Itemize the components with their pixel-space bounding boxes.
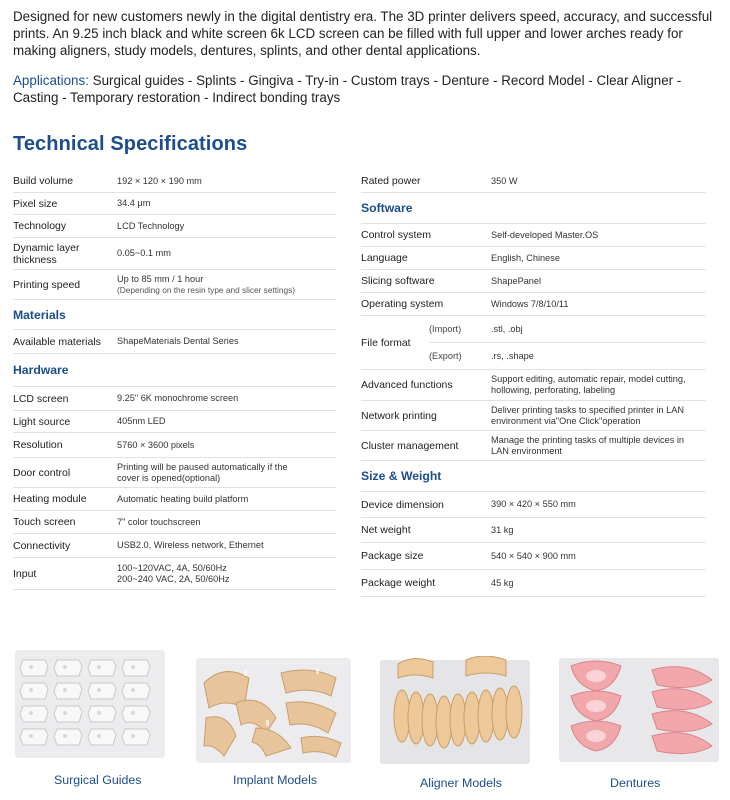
spec-row bbox=[361, 518, 706, 543]
spec-value: 34.4 μm bbox=[117, 198, 151, 208]
gallery-item-dentures bbox=[555, 648, 725, 800]
aligner-models-image bbox=[376, 656, 538, 766]
spec-key: Package size bbox=[361, 550, 424, 562]
section-size-weight-title: Size & Weight bbox=[361, 461, 706, 492]
export-label: (Export) bbox=[429, 351, 462, 361]
spec-key: LCD screen bbox=[13, 392, 69, 405]
spec-key: Available materials bbox=[13, 335, 101, 348]
product-gallery bbox=[0, 648, 730, 800]
applications-paragraph bbox=[13, 72, 723, 106]
surgical-guides-image bbox=[15, 650, 165, 758]
spec-row bbox=[13, 511, 336, 534]
spec-value: ShapePanel bbox=[491, 275, 542, 286]
spec-value: 31 kg bbox=[491, 524, 514, 535]
spec-row bbox=[13, 411, 336, 433]
spec-value: 5760 × 3600 pixels bbox=[117, 439, 195, 450]
spec-value: 45 kg bbox=[491, 577, 514, 588]
spec-value: USB2.0, Wireless network, Ethernet bbox=[117, 540, 264, 550]
export-value: .rs, .shape bbox=[491, 351, 534, 361]
spec-row bbox=[13, 558, 336, 590]
spec-row bbox=[13, 193, 336, 215]
spec-value: 0.05~0.1 mm bbox=[117, 248, 171, 258]
page-title: Technical Specifications bbox=[13, 133, 248, 155]
spec-value: Automatic heating build platform bbox=[117, 493, 249, 504]
spec-value: Manage the printing tasks of multiple devices in LAN environment bbox=[491, 434, 685, 456]
spec-value: 100~120VAC, 4A, 50/60Hz bbox=[117, 562, 227, 573]
implant-models-image bbox=[196, 658, 351, 763]
spec-key: Pixel size bbox=[13, 197, 58, 210]
spec-value: Deliver printing tasks to specified printer in LAN environment via"One Click"operation bbox=[491, 404, 685, 426]
gallery-caption: Surgical Guides bbox=[54, 773, 142, 787]
spec-key: Device dimension bbox=[361, 498, 444, 511]
spec-row bbox=[361, 570, 706, 597]
spec-key: Technology bbox=[13, 220, 67, 232]
spec-column-left bbox=[13, 170, 336, 590]
spec-key: Input bbox=[13, 567, 37, 580]
spec-key: Touch screen bbox=[13, 516, 76, 528]
gallery-caption: Dentures bbox=[610, 776, 661, 790]
spec-row bbox=[13, 215, 336, 238]
gallery-item-implant-models bbox=[196, 648, 356, 800]
spec-value: Support editing, automatic repair, model cutting, hollowing, perforating, labeling bbox=[491, 374, 686, 395]
spec-key: Package weight bbox=[361, 577, 436, 589]
spec-value: English, Chinese bbox=[491, 252, 560, 263]
spec-key: Operating system bbox=[361, 298, 444, 310]
gallery-item-surgical-guides bbox=[10, 648, 172, 800]
dentures-image bbox=[557, 656, 725, 766]
applications-label: Applications: bbox=[13, 73, 89, 88]
spec-key: Connectivity bbox=[13, 539, 71, 552]
spec-row bbox=[13, 270, 336, 300]
spec-key: Control system bbox=[361, 229, 432, 241]
spec-row bbox=[361, 401, 706, 431]
spec-row bbox=[13, 238, 336, 270]
spec-value: Self-developed Master.OS bbox=[491, 229, 599, 240]
spec-key: Cluster management bbox=[361, 439, 459, 452]
spec-row bbox=[361, 492, 706, 518]
spec-row bbox=[13, 433, 336, 458]
applications-list: Surgical guides - Splints - Gingiva - Try-in - Custom trays - Denture - Record Model - Clear Aligner - Casting - Temporary restoration - Indirect bonding trays bbox=[13, 73, 682, 105]
import-label: (Import) bbox=[429, 324, 462, 334]
spec-key: Rated power bbox=[361, 175, 421, 187]
spec-row bbox=[13, 534, 336, 558]
spec-row bbox=[361, 431, 706, 461]
spec-key: Language bbox=[361, 252, 408, 264]
spec-value: 192 × 120 × 190 mm bbox=[117, 175, 202, 186]
spec-row bbox=[361, 247, 706, 270]
spec-row bbox=[13, 458, 336, 488]
spec-key: Net weight bbox=[361, 524, 411, 536]
spec-row bbox=[361, 293, 706, 316]
spec-row bbox=[13, 330, 336, 354]
spec-key: Resolution bbox=[13, 439, 63, 451]
spec-key: Advanced functions bbox=[361, 379, 453, 391]
spec-key: Slicing software bbox=[361, 275, 435, 287]
intro-paragraph: Designed for new customers newly in the digital dentistry era. The 3D printer delivers speed, accuracy, and successful prints. An 9.25 inch black and white screen 6k LCD screen can be filled with full upper and lower arches ready for making aligners, study models, dentures, splints, and other dental applications. bbox=[13, 9, 713, 58]
section-software-title: Software bbox=[361, 193, 706, 224]
spec-row bbox=[361, 224, 706, 247]
gallery-item-aligner-models bbox=[374, 648, 542, 800]
spec-key: Printing speed bbox=[13, 278, 81, 291]
spec-row bbox=[361, 170, 706, 193]
spec-column-right bbox=[361, 170, 706, 597]
spec-value: 7" color touchscreen bbox=[117, 516, 201, 527]
section-materials-title: Materials bbox=[13, 300, 336, 330]
spec-value: Printing will be paused automatically if the cover is opened(optional) bbox=[117, 461, 288, 483]
spec-value: 405nm LED bbox=[117, 416, 166, 426]
spec-value: ShapeMaterials Dental Series bbox=[117, 336, 239, 346]
import-value: .stl, .obj bbox=[491, 324, 523, 334]
gallery-caption: Aligner Models bbox=[420, 776, 502, 790]
spec-key: File format bbox=[361, 336, 411, 349]
spec-key: Heating module bbox=[13, 493, 87, 505]
spec-row bbox=[361, 543, 706, 570]
spec-value: LCD Technology bbox=[117, 220, 185, 231]
spec-value: Windows 7/8/10/11 bbox=[491, 298, 569, 309]
spec-key: Light source bbox=[13, 415, 71, 428]
spec-key: Dynamic layer thickness bbox=[13, 241, 80, 266]
spec-value: 390 × 420 × 550 mm bbox=[491, 499, 576, 509]
spec-value: Up to 85 mm / 1 hour bbox=[117, 273, 204, 284]
spec-row bbox=[13, 170, 336, 193]
spec-row bbox=[13, 488, 336, 511]
spec-key: Build volume bbox=[13, 175, 74, 187]
spec-value: 9.25" 6K monochrome screen bbox=[117, 393, 239, 403]
spec-note: (Depending on the resin type and slicer settings) bbox=[117, 284, 296, 295]
spec-key: Network printing bbox=[361, 409, 437, 422]
spec-row bbox=[13, 387, 336, 411]
spec-value: 350 W bbox=[491, 175, 518, 186]
file-format-row bbox=[361, 316, 706, 370]
spec-value: 540 × 540 × 900 mm bbox=[491, 550, 576, 561]
gallery-caption: Implant Models bbox=[233, 773, 318, 787]
spec-row bbox=[361, 270, 706, 293]
spec-key: Door control bbox=[13, 466, 71, 479]
section-hardware-title: Hardware bbox=[13, 354, 336, 387]
spec-row bbox=[361, 370, 706, 401]
spec-value: 200~240 VAC, 2A, 50/60Hz bbox=[117, 573, 230, 584]
